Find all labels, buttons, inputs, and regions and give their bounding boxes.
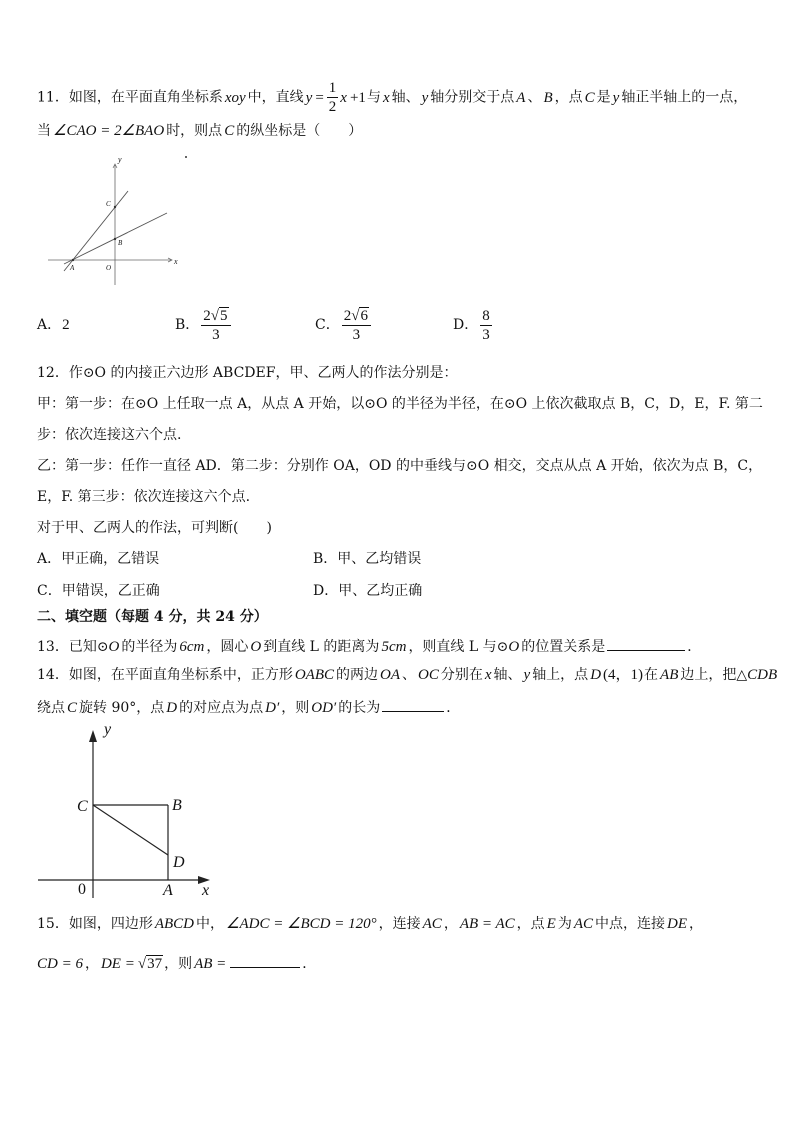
label-x: x (202, 882, 210, 899)
q14-var-y: y (523, 667, 531, 683)
q14-text: 绕点 (37, 700, 65, 716)
q14-var-oabc: OABC (294, 667, 334, 683)
q14-var-x: x (484, 667, 492, 683)
q12-option-d (313, 581, 422, 601)
q15-equation: AB = AC (459, 916, 515, 932)
q11-var-c: C (224, 123, 235, 139)
q14-var-d: D (590, 667, 602, 683)
label-b: B (118, 239, 123, 247)
q15-text: ， (689, 916, 703, 932)
option-text: 甲、乙均错误 (337, 551, 422, 567)
q12-method-jia-line1: 甲：第一步：在⊙O 上任取一点 A，从点 A 开始，以⊙O 的半径为半径，在⊙O 上依次截取点 B，C，D，E，F. 第二 (37, 396, 763, 412)
q11-option-a (37, 304, 71, 346)
fraction-denominator: 3 (482, 326, 490, 343)
q11-angle-condition: ∠CAO = 2∠BAO (53, 123, 165, 139)
q14-text: ． (446, 700, 461, 716)
q14-var-d: D (166, 700, 178, 716)
q15-text: ． (302, 956, 317, 972)
q14-figure (30, 718, 220, 900)
q15-cd-value: CD = 6 (37, 956, 83, 972)
q11-figure (40, 150, 185, 290)
label-y: y (104, 721, 112, 738)
q11-line2 (37, 121, 362, 141)
q14-var-ab: AB (660, 667, 679, 683)
q11-text: 轴分别交于点 (430, 89, 515, 106)
option-fraction (342, 308, 371, 343)
q13-var-o: O (108, 639, 120, 655)
answer-blank (607, 635, 685, 651)
q14-text: 的两边 (336, 667, 378, 683)
q14-text: 、 (402, 667, 416, 683)
q11-var-y: y (421, 89, 429, 106)
q15-text: 15．如图，四边形 (37, 916, 153, 932)
q11-option-d (453, 304, 494, 346)
q14-var-od-prime: OD′ (311, 700, 337, 716)
option-label: D． (453, 317, 479, 333)
q14-text: 边上，把△ (680, 667, 748, 683)
section-heading: 二、填空题（每题 4 分，共 24 分） (37, 609, 268, 625)
q14-var-oc: OC (418, 667, 439, 683)
q11-eq-plus: +1 (349, 89, 366, 106)
q13-text: 13．已知⊙ (37, 639, 109, 655)
label-a: A (70, 264, 75, 272)
radical-sign: √ (137, 956, 147, 972)
q11-option-b (175, 304, 233, 346)
radicand: 5 (220, 307, 228, 324)
fraction-denominator: 3 (212, 326, 220, 343)
option-label: A． (37, 317, 62, 333)
option-label: B． (313, 551, 338, 567)
q13-distance: 5cm (381, 639, 407, 655)
q14-text: 轴、 (493, 667, 522, 683)
fraction-numerator (342, 308, 371, 326)
q15-var-ac: AC (573, 916, 593, 932)
q15-text: 中点，连接 (595, 916, 665, 932)
q12-method-yi-line2: E，F. 第三步：依次连接这六个点. (37, 489, 251, 505)
label-c: C (106, 200, 111, 208)
q14-text: 的长为 (338, 700, 381, 716)
q15-de-label: DE = (100, 956, 135, 972)
option-label: A． (37, 551, 62, 567)
q15-var-e: E (546, 916, 556, 932)
q15-var-de: DE (667, 916, 687, 932)
q11-var-y: y (612, 89, 620, 106)
q14-var-oa: OA (380, 667, 400, 683)
q13-text: ，圆心 (206, 639, 249, 655)
q11-option-c (315, 304, 373, 346)
q12-option-b (313, 549, 421, 569)
q11-text: 当 (37, 123, 51, 139)
q11-text: 是 (596, 89, 611, 106)
fraction-numerator: 1 (328, 80, 337, 96)
fraction-denominator: 3 (352, 326, 361, 343)
q11-text: 的纵坐标是（ ） (236, 123, 363, 139)
q15-text: ， (84, 956, 99, 972)
q15-line2 (37, 952, 316, 974)
q15-ab-label: AB = (194, 956, 227, 972)
q15-line1 (37, 914, 703, 934)
q15-text: ，连接 (378, 916, 421, 932)
answer-blank (230, 952, 300, 968)
point-a (72, 259, 74, 261)
point-c (114, 206, 116, 208)
q13-text: ，则直线 L 与⊙ (408, 639, 509, 655)
q11-eq-sign: = (315, 89, 324, 106)
label-d: D (173, 854, 185, 871)
segment-cd (93, 805, 168, 855)
q11-var-a: A (516, 89, 526, 106)
q14-text: 在 (644, 667, 659, 683)
q14-text: 分别在 (440, 667, 483, 683)
q11-eq-y: y (305, 89, 313, 106)
q13-text: 到直线 L 的距离为 (263, 639, 380, 655)
q11-eq-fraction (327, 80, 339, 115)
q11-var-x: x (382, 89, 390, 106)
q14-text: 14．如图，在平面直角坐标系中，正方形 (37, 667, 293, 683)
q14-var-d-prime: D′ (265, 700, 280, 716)
fraction-numerator: 8 (482, 307, 490, 324)
q13-radius: 6cm (179, 639, 205, 655)
option-text: 甲、乙均正确 (338, 583, 423, 599)
q14-text: 轴上，点 (532, 667, 589, 683)
q14-var-c: C (67, 700, 78, 716)
option-label: B． (175, 317, 200, 333)
q11-text: 与 (366, 89, 381, 106)
radicand: 37 (147, 956, 163, 972)
option-label: C． (315, 317, 340, 333)
q12-method-yi-line1: 乙：第一步：任作一直径 AD．第二步：分别作 OA，OD 的中垂线与⊙O 相交，交点从点 A 开始，依次为点 B，C， (37, 458, 763, 474)
q13-var-o: O (508, 639, 520, 655)
q14-line1 (37, 665, 779, 685)
q11-text: ，点 (554, 89, 583, 106)
q12-line1: 12．作⊙O 的内接正六边形 ABCDEF，甲、乙两人的作法分别是： (37, 365, 458, 381)
fraction-numerator (201, 308, 230, 326)
q14-text: 旋转 90°，点 (79, 700, 165, 716)
q13-var-o: O (250, 639, 262, 655)
q11-text: 轴、 (391, 89, 420, 106)
coefficient: 2 (203, 307, 211, 324)
coefficient: 2 (343, 307, 352, 324)
q15-text: 中， (196, 916, 224, 932)
q14-line2 (37, 696, 460, 718)
option-value: 2 (62, 317, 70, 333)
q11-var-xoy: xoy (224, 89, 246, 106)
q13-text: 的位置关系是 (521, 639, 606, 655)
q15-text: ，则 (164, 956, 193, 972)
q11-text: 11．如图，在平面直角坐标系 (37, 89, 223, 106)
q12-method-jia-line2: 步：依次连接这六个点. (37, 427, 182, 443)
q15-text: ，点 (516, 916, 545, 932)
option-fraction (480, 308, 492, 343)
q11-text: 时，则点 (166, 123, 223, 139)
q14-text: ，则 (281, 700, 310, 716)
option-text: 甲正确，乙错误 (61, 551, 160, 567)
label-a: A (163, 882, 173, 899)
option-label: D． (313, 583, 339, 599)
q14-coordinates: (4，1) (603, 667, 644, 683)
radical-sign: √ (351, 307, 360, 324)
q12-option-a (37, 549, 159, 569)
q11-text: 、 (527, 89, 542, 106)
stray-dot (185, 156, 187, 158)
q15-angles: ∠ADC = ∠BCD = 120° (226, 916, 377, 932)
label-x: x (174, 257, 178, 266)
point-b (114, 238, 116, 240)
q14-text: 的对应点为点 (179, 700, 264, 716)
label-origin: 0 (78, 881, 86, 898)
q11-text: 中，直线 (247, 89, 304, 106)
fraction-denominator: 2 (328, 99, 337, 115)
option-label: C． (37, 583, 62, 599)
label-o: O (106, 264, 112, 272)
q11-eq-x: x (340, 89, 347, 106)
q13-line (37, 635, 701, 657)
q15-text: 为 (557, 916, 572, 932)
q13-text: 的半径为 (121, 639, 178, 655)
y-axis-arrow (89, 730, 97, 742)
q11-var-b: B (543, 89, 553, 106)
q14-var-cdb: CDB (747, 667, 778, 683)
q15-var-ac: AC (422, 916, 442, 932)
q11-line1 (37, 80, 747, 115)
option-fraction (201, 308, 230, 343)
label-c: C (77, 798, 88, 815)
q13-text: ． (687, 639, 702, 655)
radical-sign: √ (210, 307, 220, 324)
q11-var-c: C (584, 89, 595, 106)
q15-var-abcd: ABCD (154, 916, 194, 932)
q15-text: ， (443, 916, 458, 932)
radicand: 6 (360, 307, 368, 324)
q11-text: 轴正半轴上的一点， (621, 89, 748, 106)
label-y: y (118, 155, 122, 164)
q12-question: 对于甲、乙两人的作法，可判断( ) (37, 520, 272, 536)
label-b: B (172, 797, 182, 814)
option-text: 甲错误，乙正确 (61, 583, 160, 599)
answer-blank (382, 696, 444, 712)
q12-option-c (37, 581, 160, 601)
